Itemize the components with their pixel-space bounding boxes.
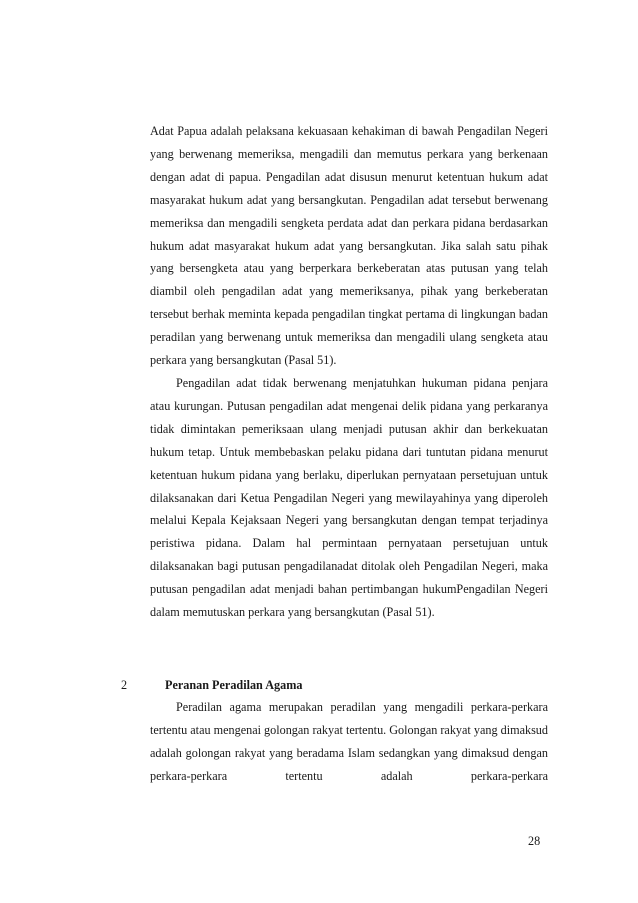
paragraph-kewenangan-pengadilan-adat: Pengadilan adat tidak berwenang menjatuhkan hukuman pidana penjara atau kurungan. Putusan pengadilan adat mengenai delik pidana yang perkaranya tidak dimintakan pemeriksaan ulang menjadi putusan akhir dan berkekuatan hukum tetap. Untuk membebaskan pelaku pidana dari tuntutan pidana menurut ketentuan hukum pidana yang berlaku, diperlukan pernyataan persetujuan untuk dilaksanakan dari Ketua Pengadilan Negeri yang mewilayahinya yang diperoleh melalui Kepala Kejaksaan Negeri yang bersangkutan dengan tempat terjadinya peristiwa pidana. Dalam hal permintaan pernyataan persetujuan untuk dilaksanakan bagi putusan pengadilanadat ditolak oleh Pengadilan Negeri, maka putusan pengadilan adat menjadi bahan pertimbangan hukumPengadilan Negeri dalam memutuskan perkara yang bersangkutan (Pasal 51).	[150, 375, 548, 620]
page-number: 28	[528, 834, 541, 848]
body-text	[150, 120, 548, 624]
section-number: 2	[121, 678, 128, 692]
paragraph-pengadilan-adat-papua: Adat Papua adalah pelaksana kekuasaan kehakiman di bawah Pengadilan Negeri yang berwenang memeriksa, mengadili dan memutus perkara yang berkenaan dengan adat di papua. Pengadilan adat disusun menurut ketentuan hukum adat masyarakat hukum adat yang bersangkutan. Pengadilan adat tersebut berwenang memeriksa dan mengadili sengketa perdata adat dan perkara pidana berdasarkan hukum adat masyarakat hukum adat yang bersangkutan. Jika salah satu pihak yang bersengketa atau yang berperkara berkeberatan atas putusan yang telah diambil oleh pengadilan adat yang memeriksanya, pihak yang berkeberatan tersebut berhak meminta kepada pengadilan tingkat pertama di lingkungan badan peradilan yang berwenang untuk memeriksa dan mengadili ulang sengketa atau perkara yang bersangkutan (Pasal 51).	[150, 124, 548, 368]
section-body	[150, 696, 548, 788]
section-title: Peranan Peradilan Agama	[165, 678, 303, 692]
section-heading	[121, 674, 551, 696]
paragraph-peradilan-agama: Peradilan agama merupakan peradilan yang mengadili perkara-perkara tertentu atau mengenai golongan rakyat tertentu. Golongan rakyat yang dimaksud adalah golongan rakyat yang beradama Islam sedangkan yang dimaksud dengan perkara-perkara tertentu adalah perkara-perkara	[150, 700, 548, 783]
